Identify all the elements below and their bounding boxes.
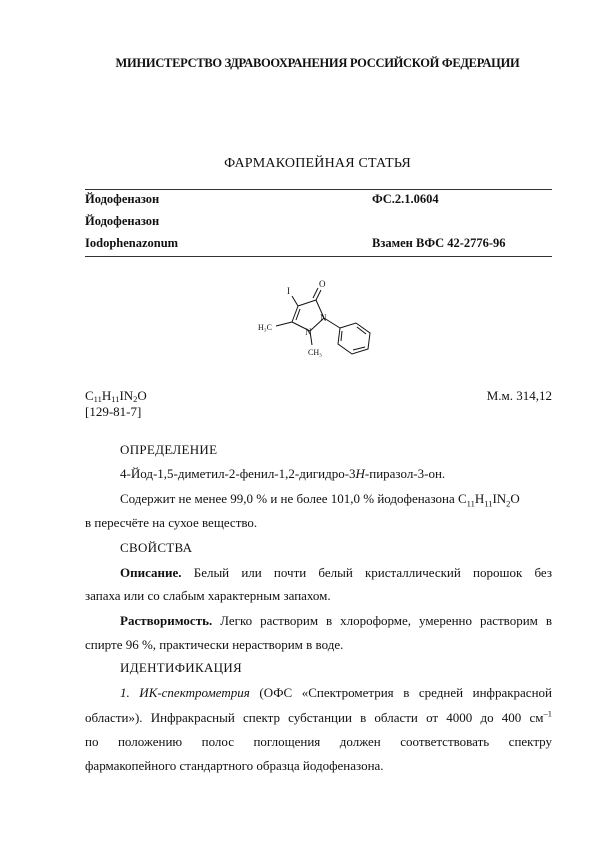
content-line-2: в пересчёте на сухое вещество. bbox=[85, 515, 258, 530]
solubility-line-2: спирте 96 %, практически нерастворим в воде. bbox=[85, 637, 344, 652]
description-line-2: запаха или со слабым характерным запахом. bbox=[85, 588, 331, 603]
name-row-2 bbox=[85, 212, 552, 232]
atom-nitrogen-2: N bbox=[320, 313, 327, 323]
description-line-1: Описание. Белый или почти белый кристаллический порошок без bbox=[120, 565, 552, 580]
definition-heading: ОПРЕДЕЛЕНИЕ bbox=[120, 442, 218, 457]
content-line: Содержит не менее 99,0 % и не более 101,0 % йодофеназона $C_{11}H_{11}IN_2O$ bbox=[120, 491, 520, 509]
name-latin: Iodophenazonum bbox=[85, 236, 179, 250]
chemical-name: 4-Йод-1,5-диметил-2-фенил-1,2-дигидро-3Н-пиразол-3-он. bbox=[120, 466, 446, 481]
atom-nitrogen-1: N bbox=[305, 327, 312, 337]
molecular-mass: М.м. 314,12 bbox=[486, 388, 552, 403]
name-row-3 bbox=[85, 234, 552, 254]
ir-line-1: 1. ИК-спектрометрия (ОФС «Спектрометрия в средней инфракрасной bbox=[120, 685, 552, 700]
ir-line-2: области»). Инфракрасный спектр субстанции в области от 4000 до 400 $см^{-1}$ bbox=[85, 708, 552, 725]
identification-heading: ИДЕНТИФИКАЦИЯ bbox=[120, 660, 242, 675]
rule-bottom bbox=[85, 256, 552, 257]
name-ru-2: Йодофеназон bbox=[85, 214, 160, 228]
group-methyl-1: CH₃ bbox=[308, 348, 322, 357]
atom-iodine: I bbox=[287, 286, 290, 296]
ministry-title: МИНИСТЕРСТВО ЗДРАВООХРАНЕНИЯ РОССИЙСКОЙ ФЕДЕРАЦИИ bbox=[115, 56, 520, 70]
atom-oxygen: O bbox=[319, 279, 326, 289]
name-row-1 bbox=[85, 190, 552, 210]
solubility-line-1: Растворимость. Легко растворим в хлороформе, умеренно растворим в bbox=[120, 613, 552, 628]
article-title: ФАРМАКОПЕЙНАЯ СТАТЬЯ bbox=[224, 156, 411, 171]
name-ru-1: Йодофеназон bbox=[85, 192, 160, 206]
monograph-code: ФС.2.1.0604 bbox=[372, 192, 439, 206]
molecular-formula: $C_{11}H_{11}IN_2O$ bbox=[85, 388, 147, 404]
ir-line-4: фармакопейного стандартного образца йодофеназона. bbox=[85, 758, 384, 773]
structural-formula bbox=[250, 278, 390, 378]
ir-line-3: по положению полос поглощения должен соответствовать спектру bbox=[85, 734, 552, 749]
replaces-note: Взамен ВФС 42-2776-96 bbox=[372, 236, 506, 250]
group-methyl-5: H₃C bbox=[258, 323, 272, 332]
properties-heading: СВОЙСТВА bbox=[120, 540, 193, 555]
cas-number: [129-81-7] bbox=[85, 404, 142, 419]
